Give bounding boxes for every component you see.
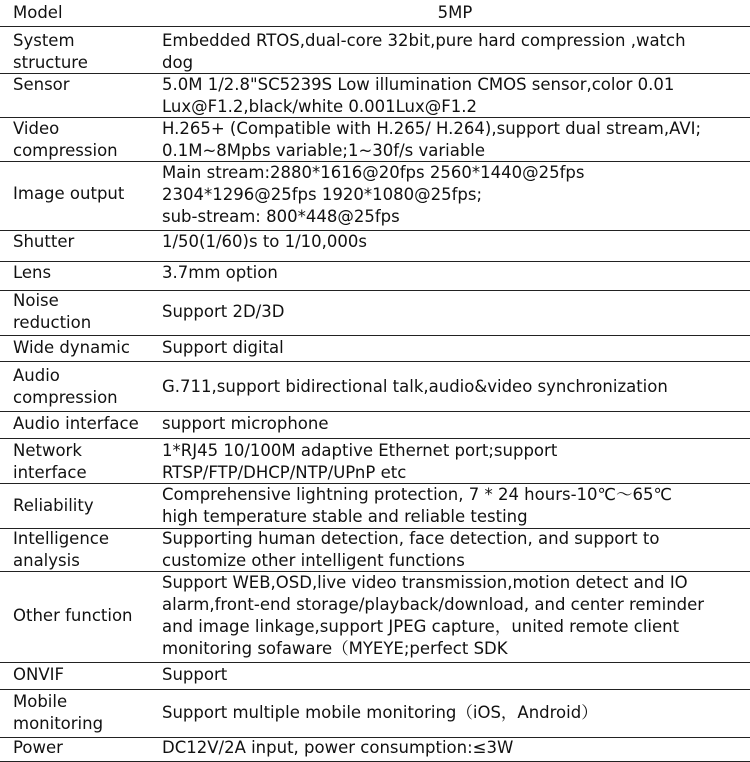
spec-value-line: Main stream:2880*1616@20fps 2560*1440@25fps [162,163,585,182]
spec-value-line: dog [162,53,194,72]
spec-label-line: structure [13,53,88,72]
spec-value [162,118,701,162]
spec-row [0,262,750,291]
spec-label-line: Model [13,3,63,22]
spec-value-line: 1*RJ45 10/100M adaptive Ethernet port;support [162,441,558,460]
spec-label [13,337,130,359]
spec-label [13,691,103,735]
spec-label-line: Shutter [13,232,75,251]
spec-row [0,484,750,529]
spec-value-line: customize other intelligent functions [162,551,465,570]
spec-label-line: Power [13,738,63,757]
spec-row [0,74,750,118]
spec-value [162,528,659,572]
spec-value [162,484,672,528]
spec-label-line: Reliability [13,496,94,515]
spec-label-line: System [13,31,75,50]
spec-label [13,528,109,572]
spec-label-line: compression [13,141,118,160]
spec-row [0,231,750,262]
spec-value-line: high temperature stable and reliable testing [162,507,528,526]
spec-label-line: ONVIF [13,665,64,684]
spec-label-line: monitoring [13,714,104,733]
spec-value-line: 0.1M~8Mpbs variable;1~30f/s variable [162,141,486,160]
spec-row [0,572,750,663]
spec-row [0,291,750,336]
spec-value [162,376,668,398]
spec-value-line: DC12V/2A input, power consumption:≤3W [162,738,514,757]
spec-value-line: 1/50(1/60)s to 1/10,000s [162,232,368,251]
spec-value [162,262,278,284]
spec-label-line: Video [13,119,60,138]
spec-label [13,605,133,627]
spec-value [162,702,598,724]
spec-value-line: sub-stream: 800*448@25fps [162,207,400,226]
spec-row [0,690,750,738]
spec-value-line: Support 2D/3D [162,302,285,321]
spec-value-line: H.265+ (Compatible with H.265/ H.264),support dual stream,AVI; [162,119,702,138]
spec-label [13,183,124,205]
spec-value-line: Lux@F1.2,black/white 0.001Lux@F1.2 [162,97,477,116]
spec-label [13,413,139,435]
spec-value-line: G.711,support bidirectional talk,audio&video synchronization [162,377,668,396]
spec-label-line: Audio interface [13,414,139,433]
spec-label-line: Mobile [13,692,68,711]
spec-value [162,413,328,435]
spec-value-line: 2304*1296@25fps 1920*1080@25fps; [162,185,483,204]
spec-label-line: Audio [13,366,60,385]
spec-value [162,30,686,74]
spec-label [13,290,91,334]
spec-value-line: alarm,front-end storage/playback/download, and center reminder [162,595,705,614]
spec-label-line: interface [13,463,87,482]
spec-label-line: reduction [13,313,92,332]
spec-value [162,737,513,759]
spec-label [13,664,64,686]
spec-label [13,440,87,484]
spec-value [162,162,584,228]
spec-row [0,738,750,762]
spec-label [13,118,118,162]
spec-label-line: Network [13,441,82,460]
spec-value-line: Support WEB,OSD,live video transmission,motion detect and IO [162,573,688,592]
spec-value [162,664,227,686]
spec-row [0,118,750,162]
spec-label [13,30,88,74]
spec-value [162,572,704,660]
spec-row [0,336,750,362]
spec-value-line: Support multiple mobile monitoring（iOS，Android） [162,703,598,722]
spec-label [13,231,74,253]
spec-value [162,337,284,359]
spec-label [13,495,94,517]
spec-value-line: 5.0M 1/2.8"SC5239S Low illumination CMOS sensor,color 0.01 [162,75,675,94]
spec-row [0,0,750,27]
spec-row [0,162,750,231]
spec-row [0,362,750,412]
spec-value-line: Support digital [162,338,284,357]
spec-label-line: analysis [13,551,80,570]
spec-value [162,74,674,118]
spec-value [162,440,557,484]
spec-label [13,365,118,409]
spec-row [0,412,750,439]
spec-label-line: Wide dynamic [13,338,130,357]
spec-label-line: Image output [13,184,125,203]
spec-value [162,301,284,323]
spec-row [0,663,750,690]
spec-value-line: Supporting human detection, face detection, and support to [162,529,660,548]
spec-value-line: RTSP/FTP/DHCP/NTP/UPnP etc [162,463,407,482]
spec-row [0,529,750,572]
spec-label [13,74,70,96]
spec-value-line: and image linkage,support JPEG capture，united remote client [162,617,680,636]
spec-label-line: Other function [13,606,133,625]
spec-row [0,27,750,74]
spec-value-line: Support [162,665,228,684]
spec-value-line: 5MP [437,3,473,22]
spec-label [13,737,63,759]
spec-label-line: Noise [13,291,59,310]
spec-label-line: compression [13,388,118,407]
spec-value-line: Comprehensive lightning protection, 7 * 24 hours-10℃～65℃ [162,485,673,504]
spec-label-line: Lens [13,263,52,282]
spec-label [13,262,51,284]
spec-value-line: 3.7mm option [162,263,278,282]
spec-value-line: monitoring sofaware（MYEYE;perfect SDK [162,639,508,658]
spec-label-line: Sensor [13,75,70,94]
spec-value [0,2,750,24]
spec-row [0,439,750,484]
spec-value-line: Embedded RTOS,dual-core 32bit,pure hard compression ,watch [162,31,686,50]
spec-value-line: support microphone [162,414,329,433]
spec-label-line: Intelligence [13,529,110,548]
spec-value [162,231,367,253]
